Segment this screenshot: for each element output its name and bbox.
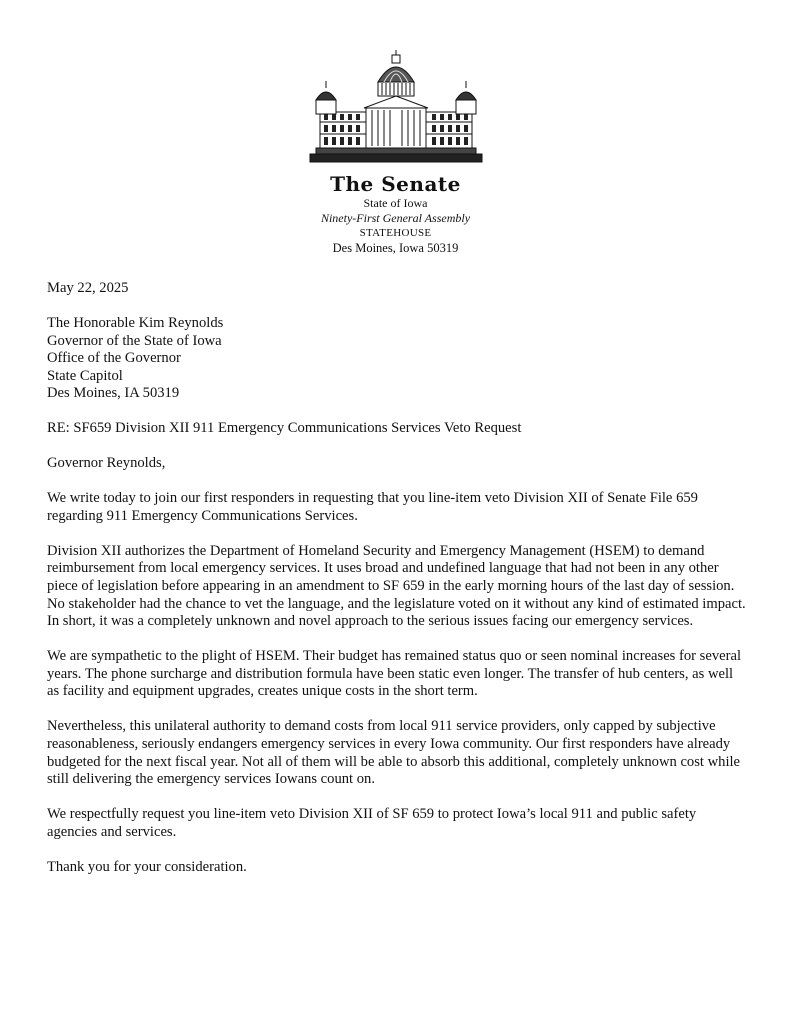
recipient-line: Governor of the State of Iowa <box>47 332 222 349</box>
body-paragraph: We are sympathetic to the plight of HSEM. Their budget has remained status quo or seen nominal increases for several years. The phone surcharge and distribution formula have been static even longer. The transfer of hub centers, as well as facility and equipment upgrades, creates unique costs in the short term. <box>47 648 741 700</box>
general-assembly: Ninety-First General Assembly <box>320 211 471 225</box>
senate-title: The Senate <box>330 172 461 196</box>
salutation: Governor Reynolds, <box>47 455 166 472</box>
capitol-building-icon <box>308 50 484 164</box>
state-name: State of Iowa <box>363 196 428 210</box>
recipient-line: Office of the Governor <box>47 350 181 367</box>
letter-body <box>47 280 747 894</box>
recipient-address <box>47 315 747 403</box>
letter-date: May 22, 2025 <box>47 280 129 296</box>
body-paragraph: Division XII authorizes the Department of Homeland Security and Emergency Management (HSEM) to demand reimbursement from local emergency services. It uses broad and undefined language that had not been in any other piece of legislation before appearing in an amendment to SF 659 in the early morning hours of the last day of session. No stakeholder had the chance to vet the language, and the legislature voted on it without any kind of estimated impact. In short, it was a completely unknown and novel approach to the serious issues facing our emergency services. <box>47 542 746 630</box>
recipient-line: State Capitol <box>47 367 123 384</box>
closing: Thank you for your consideration. <box>47 858 247 875</box>
subject-line: RE: SF659 Division XII 911 Emergency Communications Services Veto Request <box>47 420 522 437</box>
city-address: Des Moines, Iowa 50319 <box>332 241 459 255</box>
body-paragraph: Nevertheless, this unilateral authority to demand costs from local 911 service providers, only capped by subjective reasonableness, seriously endangers emergency services in every Iowa community. Our first responders have already budgeted for the next fiscal year. Not all of them will be able to absorb this additional, completely unknown cost while still delivering the emergency services Iowans count on. <box>47 718 741 788</box>
body-paragraph: We write today to join our first responders in requesting that you line-item veto Division XII of Senate File 659 regarding 911 Emergency Communications Services. <box>47 490 698 524</box>
recipient-line: The Honorable Kim Reynolds <box>47 314 224 331</box>
body-paragraph: We respectfully request you line-item veto Division XII of SF 659 to protect Iowa’s local 911 and public safety agencies and services. <box>47 806 697 840</box>
building-name: STATEHOUSE <box>359 227 432 239</box>
recipient-line: Des Moines, IA 50319 <box>47 385 180 402</box>
letterhead <box>0 50 791 256</box>
